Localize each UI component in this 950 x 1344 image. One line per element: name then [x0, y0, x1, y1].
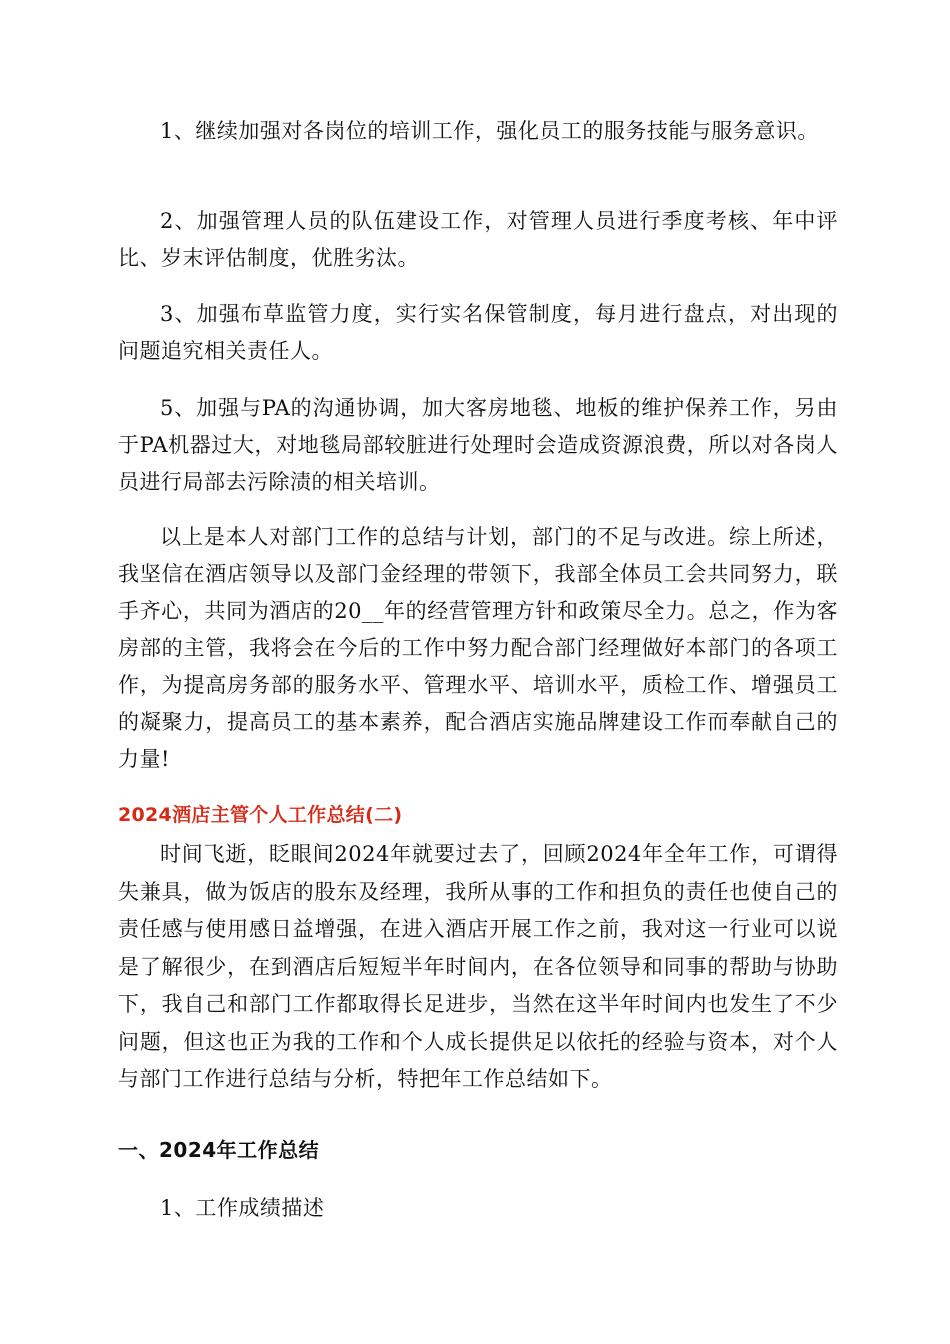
paragraph-management-team: 2、加强管理人员的队伍建设工作，对管理人员进行季度考核、年中评比、岁末评估制度，优胜劣汰。 — [118, 209, 838, 270]
subheading-summary-two: 2024酒店主管个人工作总结(二) — [118, 804, 403, 826]
paragraph-intro: 时间飞逝，眨眼间2024年就要过去了，回顾2024年全年工作，可谓得失兼具，做为饭店的股东及经理，我所从事的工作和担负的责任也使自己的责任感与使用感日益增强，在进入酒店开展工作之前，我对这一行业可以说是了解很少，在到酒店后短短半年时间内，在各位领导和同事的帮助与协助下，我自己和部门工作都取得长足进步，当然在这半年时间内也发生了不少问题，但这也正为我的工作和个人成长提供足以依托的经验与资本，对个人与部门工作进行总结与分析，特把年工作总结如下。 — [118, 842, 838, 1091]
section-heading-year-summary: 一、2024年工作总结 — [118, 1138, 320, 1162]
paragraph-conclusion: 以上是本人对部门工作的总结与计划，部门的不足与改进。综上所述，我坚信在酒店领导以及部门金经理的带领下，我部全体员工会共同努力，联手齐心，共同为酒店的20__年的经营管理方针和政策尽全力。总之，作为客房部的主管，我将会在今后的工作中努力配合部门经理做好本部门的各项工作，为提高房务部的服务水平、管理水平、培训水平，质检工作、增强员工的凝聚力，提高员工的基本素养，配合酒店实施品牌建设工作而奉献自己的力量! — [118, 525, 838, 771]
paragraph-training: 1、继续加强对各岗位的培训工作，强化员工的服务技能与服务意识。 — [160, 119, 819, 143]
paragraph-pa-coordination: 5、加强与PA的沟通协调，加大客房地毯、地板的维护保养工作，另由于PA机器过大，对地毯局部较脏进行处理时会造成资源浪费，所以对各岗人员进行局部去污除渍的相关培训。 — [118, 396, 838, 494]
item-heading-achievements: 1、工作成绩描述 — [160, 1196, 325, 1220]
paragraph-linen-supervision: 3、加强布草监管力度，实行实名保管制度，每月进行盘点，对出现的问题追究相关责任人。 — [118, 302, 838, 363]
